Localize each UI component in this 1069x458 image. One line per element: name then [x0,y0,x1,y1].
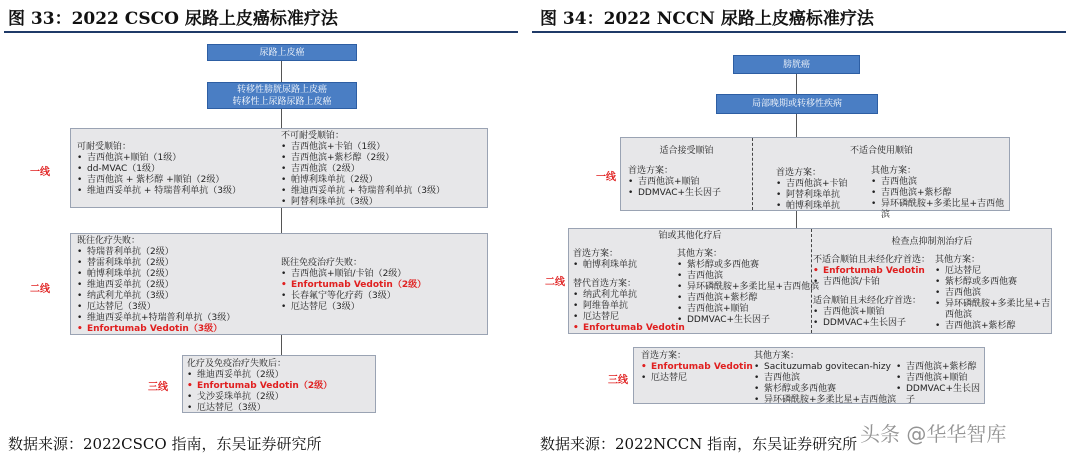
list-item: • 厄达替尼 [573,312,685,323]
preferred [776,168,848,212]
group-heading: 不适合使用顺铂 [849,146,913,156]
list-item: • 紫杉醇或多西他赛 [754,384,896,395]
line1-label: 一线 [596,172,616,183]
list-item: • Enfortumab Vedotin [641,362,753,373]
node-text: 转移性上尿路尿路上皮癌 [232,96,332,107]
list-item: • 吉西他滨 [754,373,896,384]
list-item: • 吉西他滨 + 紫杉醇 +顺铂（2级） [77,175,241,186]
sub-heading: 首选方案： [776,168,822,178]
list-item: • 吉西他滨 [935,288,1051,299]
node-text: 转移性膀胱尿路上皮癌 [236,84,327,95]
node-text: 局部晚期或转移性疾病 [751,99,842,109]
left-line1-box [70,128,488,208]
right-source: 数据来源：2022NCCN 指南，东吴证券研究所 [540,435,858,453]
node-text: 膀胱癌 [782,59,810,70]
other-cont [896,362,984,406]
list-item: • 帕博利珠单抗（2级） [281,175,445,186]
list-item: • 吉西他滨+顺铂 [896,373,984,384]
right-figure-title: 图 34：2022 NCCN 尿路上皮癌标准疗法 [540,9,874,29]
preferred [813,255,930,329]
sub-heading: 其他方案： [935,255,981,265]
list-item: • 戈沙妥珠单抗（2级） [187,392,369,403]
sub-heading: 其他方案： [754,351,800,361]
node-bladder [733,55,860,74]
node-advanced [716,94,878,114]
title-rule [4,31,518,33]
sub-heading: 适合顺铂且未经化疗首选： [813,296,922,306]
list-item: • 厄达替尼（3级） [281,302,426,313]
other [871,166,1009,221]
list-item: • 吉西他滨（2级） [281,164,445,175]
list-item: • Sacituzumab govitecan-hizy [754,362,896,373]
list-item: • 维迪西妥单抗 + 特瑞普利单抗（3级） [77,186,241,197]
list-item: • 阿维鲁单抗 [573,301,685,312]
group-heading: 化疗及免疫治疗失败后： [187,359,287,369]
list-item: • 吉西他滨+卡铂 [776,179,848,190]
sub-heading: 首选方案： [628,166,674,176]
list-item: • 吉西他滨+紫杉醇 [871,188,1009,199]
list-item: • 厄达替尼（3级） [77,302,235,313]
list-item: • Enfortumab Vedotin（3级） [77,324,235,335]
left-line2-box [70,233,488,335]
list-item: • DDMVAC+生长因子 [813,318,930,329]
list-item: • 阿替利珠单抗 [776,190,848,201]
sub-heading: 不适合顺铂且未经化疗首选： [813,255,931,265]
connector [281,109,282,128]
node-urothelial [207,44,357,61]
sub-heading: 首选方案： [641,351,687,361]
list-item: • 长春氟宁等化疗药（3级） [281,291,426,302]
group-heading: 铂或其他化疗后 [658,231,722,241]
list-item: • 吉西他滨+卡铂（1级） [281,142,445,153]
preferred [641,351,753,384]
prior-immuno-failure [281,258,426,313]
connector [281,335,282,355]
list-item: • 异环磷酰胺+多柔比星+吉西他滨 [677,282,819,293]
list-item: • 异环磷酰胺+多柔比星+吉西他滨 [871,199,1009,221]
list-item: • Enfortumab Vedotin（2级） [187,381,369,392]
list-item: • 吉西他滨+紫杉醇 [935,321,1051,332]
left-figure-title: 图 33：2022 CSCO 尿路上皮癌标准疗法 [8,9,338,29]
list-item: • 替雷利珠单抗（2级） [77,258,235,269]
list-item: • DDMVAC+生长因子 [677,315,819,326]
list-item: • 紫杉醇或多西他赛 [677,260,819,271]
group-heading: 既往化疗失败： [77,236,141,246]
group-heading: 检查点抑制剂治疗后 [891,237,973,247]
preferred [573,249,685,334]
cisplatin-eligible [77,142,241,197]
preferred [628,166,721,199]
prior-chemo-failure [77,236,235,335]
list-item: • 紫杉醇或多西他赛 [935,277,1051,288]
group-heading: 适合接受顺铂 [659,146,714,156]
list-item: • 吉西他滨/卡铂 [813,277,930,288]
left-line3-box [182,355,376,413]
list-item: • dd-MVAC（1级） [77,164,241,175]
sub-heading: 其他方案： [871,166,917,176]
connector [796,211,797,228]
sub-heading: 替代首选方案： [573,279,637,289]
sub-heading: 其他方案： [677,249,723,259]
list-item: • 吉西他滨+紫杉醇 [677,293,819,304]
other [677,249,819,326]
list-item: • 纳武利尤单抗 [573,290,685,301]
list-item: • 吉西他滨+顺铂 [677,304,819,315]
line2-label: 二线 [30,284,50,295]
title-rule [532,31,1066,33]
sub-heading: 首选方案： [573,249,619,259]
list-item: • DDMVAC+生长因子 [628,188,721,199]
node-text: 尿路上皮癌 [259,47,305,58]
list-item: • Enfortumab Vedotin（2级） [281,280,426,291]
line3-label: 三线 [608,375,628,386]
list-item: • 吉西他滨+紫杉醇 [896,362,984,373]
list-item: • 吉西他滨+顺铂（1级） [77,153,241,164]
right-line1-box [620,137,1010,220]
list-item: • 厄达替尼 [641,373,753,384]
list-item: • 异环磷酰胺+多柔比星+吉西他滨 [754,395,896,406]
group-heading: 不可耐受顺铂： [281,131,345,141]
other [935,255,1051,332]
right-line3-box [633,347,985,404]
line2-label: 二线 [545,277,565,288]
group-heading: 可耐受顺铂： [77,142,132,152]
connector [281,208,282,233]
connector [796,74,797,94]
list-item: • 厄达替尼（3级） [187,403,369,414]
list-item: • 阿替利珠单抗（3级） [281,197,445,208]
connector [281,61,282,82]
list-item: • 异环磷酰胺+多柔比星+吉西他滨 [935,299,1051,321]
left-source: 数据来源：2022CSCO 指南，东吴证券研究所 [8,435,322,453]
list-item: • 帕博利珠单抗（2级） [77,269,235,280]
list-item: • 维迪西妥单抗（2级） [77,280,235,291]
other [754,351,896,406]
list-item: • Enfortumab Vedotin [813,266,930,277]
list-item: • DDMVAC+生长因子 [896,384,984,406]
list-item: • 厄达替尼 [935,266,1051,277]
list-item: • 纳武利尤单抗（3级） [77,291,235,302]
list-item: • 维迪西妥单抗+特瑞普利单抗（3级） [77,313,235,324]
line1-label: 一线 [30,167,50,178]
list-item: • 吉西他滨+顺铂 [628,177,721,188]
group-heading: 既往免疫治疗失败： [281,258,363,268]
cisplatin-ineligible [281,131,445,208]
list-item: • 特瑞普利单抗（2级） [77,247,235,258]
list-item: • 吉西他滨 [871,177,1009,188]
list-item: • 吉西他滨+顺铂/卡铂（2级） [281,269,426,280]
list-item: • 吉西他滨 [677,271,819,282]
list-item: • 帕博利珠单抗 [776,201,848,212]
list-item: • 吉西他滨+紫杉醇（2级） [281,153,445,164]
list-item: • Enfortumab Vedotin [573,323,685,334]
list-item: • 维迪西妥单抗（2级） [187,370,369,381]
node-metastatic [207,82,357,109]
list-item: • 维迪西妥单抗 + 特瑞普利单抗（3级） [281,186,445,197]
list-item: • 吉西他滨+顺铂 [813,307,930,318]
list-item: • 帕博利珠单抗 [573,260,685,271]
right-line2-box [568,228,1052,334]
connector [796,114,797,137]
watermark: 头条 @华华智库 [860,422,1007,446]
line3-label: 三线 [148,382,168,393]
